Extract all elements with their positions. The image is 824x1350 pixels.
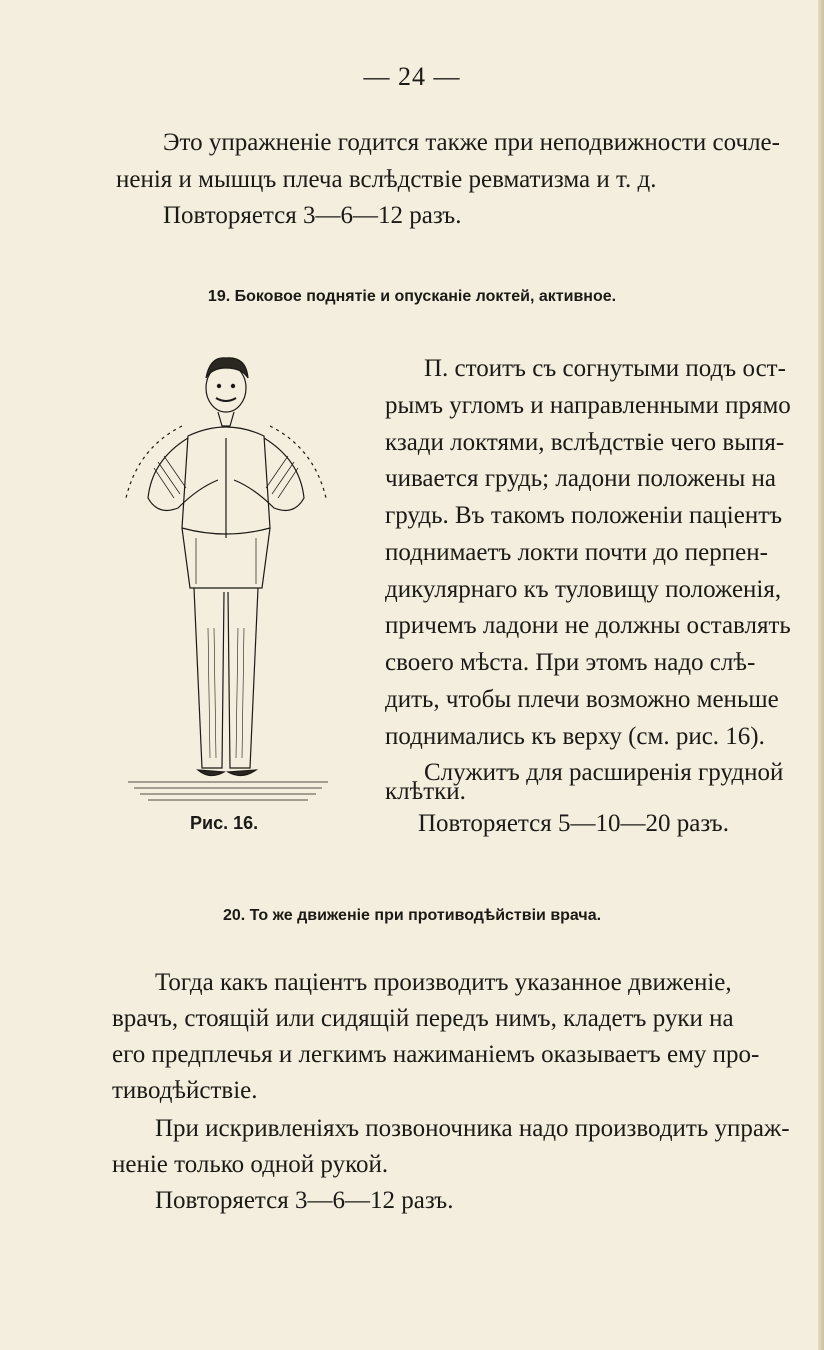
section-20-line: Тогда какъ паціентъ производитъ указанное движеніе, [155,969,732,996]
section-19-line: дить, чтобы плечи возможно меньше [385,686,779,713]
intro-repeat: Повторяется 3—6—12 разъ. [163,202,462,229]
figure-16 [118,348,338,818]
page-edge [818,0,824,1350]
section-19-line: рымъ угломъ и направленными прямо [385,392,791,419]
section-19-line: поднимались къ верху (см. рис. 16). [385,723,765,750]
section-19-heading: 19. Боковое поднятіе и опусканіе локтей, активное. [207,288,617,305]
section-19-repeat: Повторяется 5—10—20 разъ. [418,810,729,837]
section-20-line: неніе только одной рукой. [112,1151,389,1178]
intro-line-2: ненія и мышцъ плеча вслѣдствіе ревматизма и т. д. [116,166,657,193]
section-20-line: При искривленіяхъ позвоночника надо производить упраж- [155,1115,790,1142]
section-19-line: поднимаетъ локти почти до перпен- [385,539,768,566]
figure-caption: Рис. 16. [190,813,259,833]
section-19-line: клѣтки. [385,778,466,805]
section-19-line: П. стоитъ съ согнутыми подъ ост- [424,355,786,382]
section-20-heading: 20. То же движеніе при противодѣйствіи врача. [222,907,602,924]
section-19-line: своего мѣста. При этомъ надо слѣ- [385,649,756,676]
intro-line-1: Это упражненіе годится также при неподвижности сочле- [163,129,780,156]
section-19-line: дикулярнаго къ туловищу положенія, [385,576,782,603]
page-number: — 24 — [363,62,461,91]
section-19-line: Служитъ для расширенія грудной [424,759,784,786]
section-20-line: его предплечья и легкимъ нажиманіемъ оказываетъ ему про- [112,1041,760,1068]
section-19-line: причемъ ладони не должны оставлять [385,612,791,639]
standing-man-illustration [118,348,338,818]
section-19-line: грудь. Въ такомъ положеніи паціентъ [385,502,783,529]
section-19-line: кзади локтями, вслѣдствіе чего выпя- [385,429,785,456]
section-20-repeat: Повторяется 3—6—12 разъ. [155,1187,454,1214]
section-20-line: врачъ, стоящій или сидящій передъ нимъ, кладетъ руки на [112,1005,734,1032]
section-20-line: тиводѣйствіе. [112,1077,258,1104]
section-19-line: чивается грудь; ладони положены на [385,465,777,492]
